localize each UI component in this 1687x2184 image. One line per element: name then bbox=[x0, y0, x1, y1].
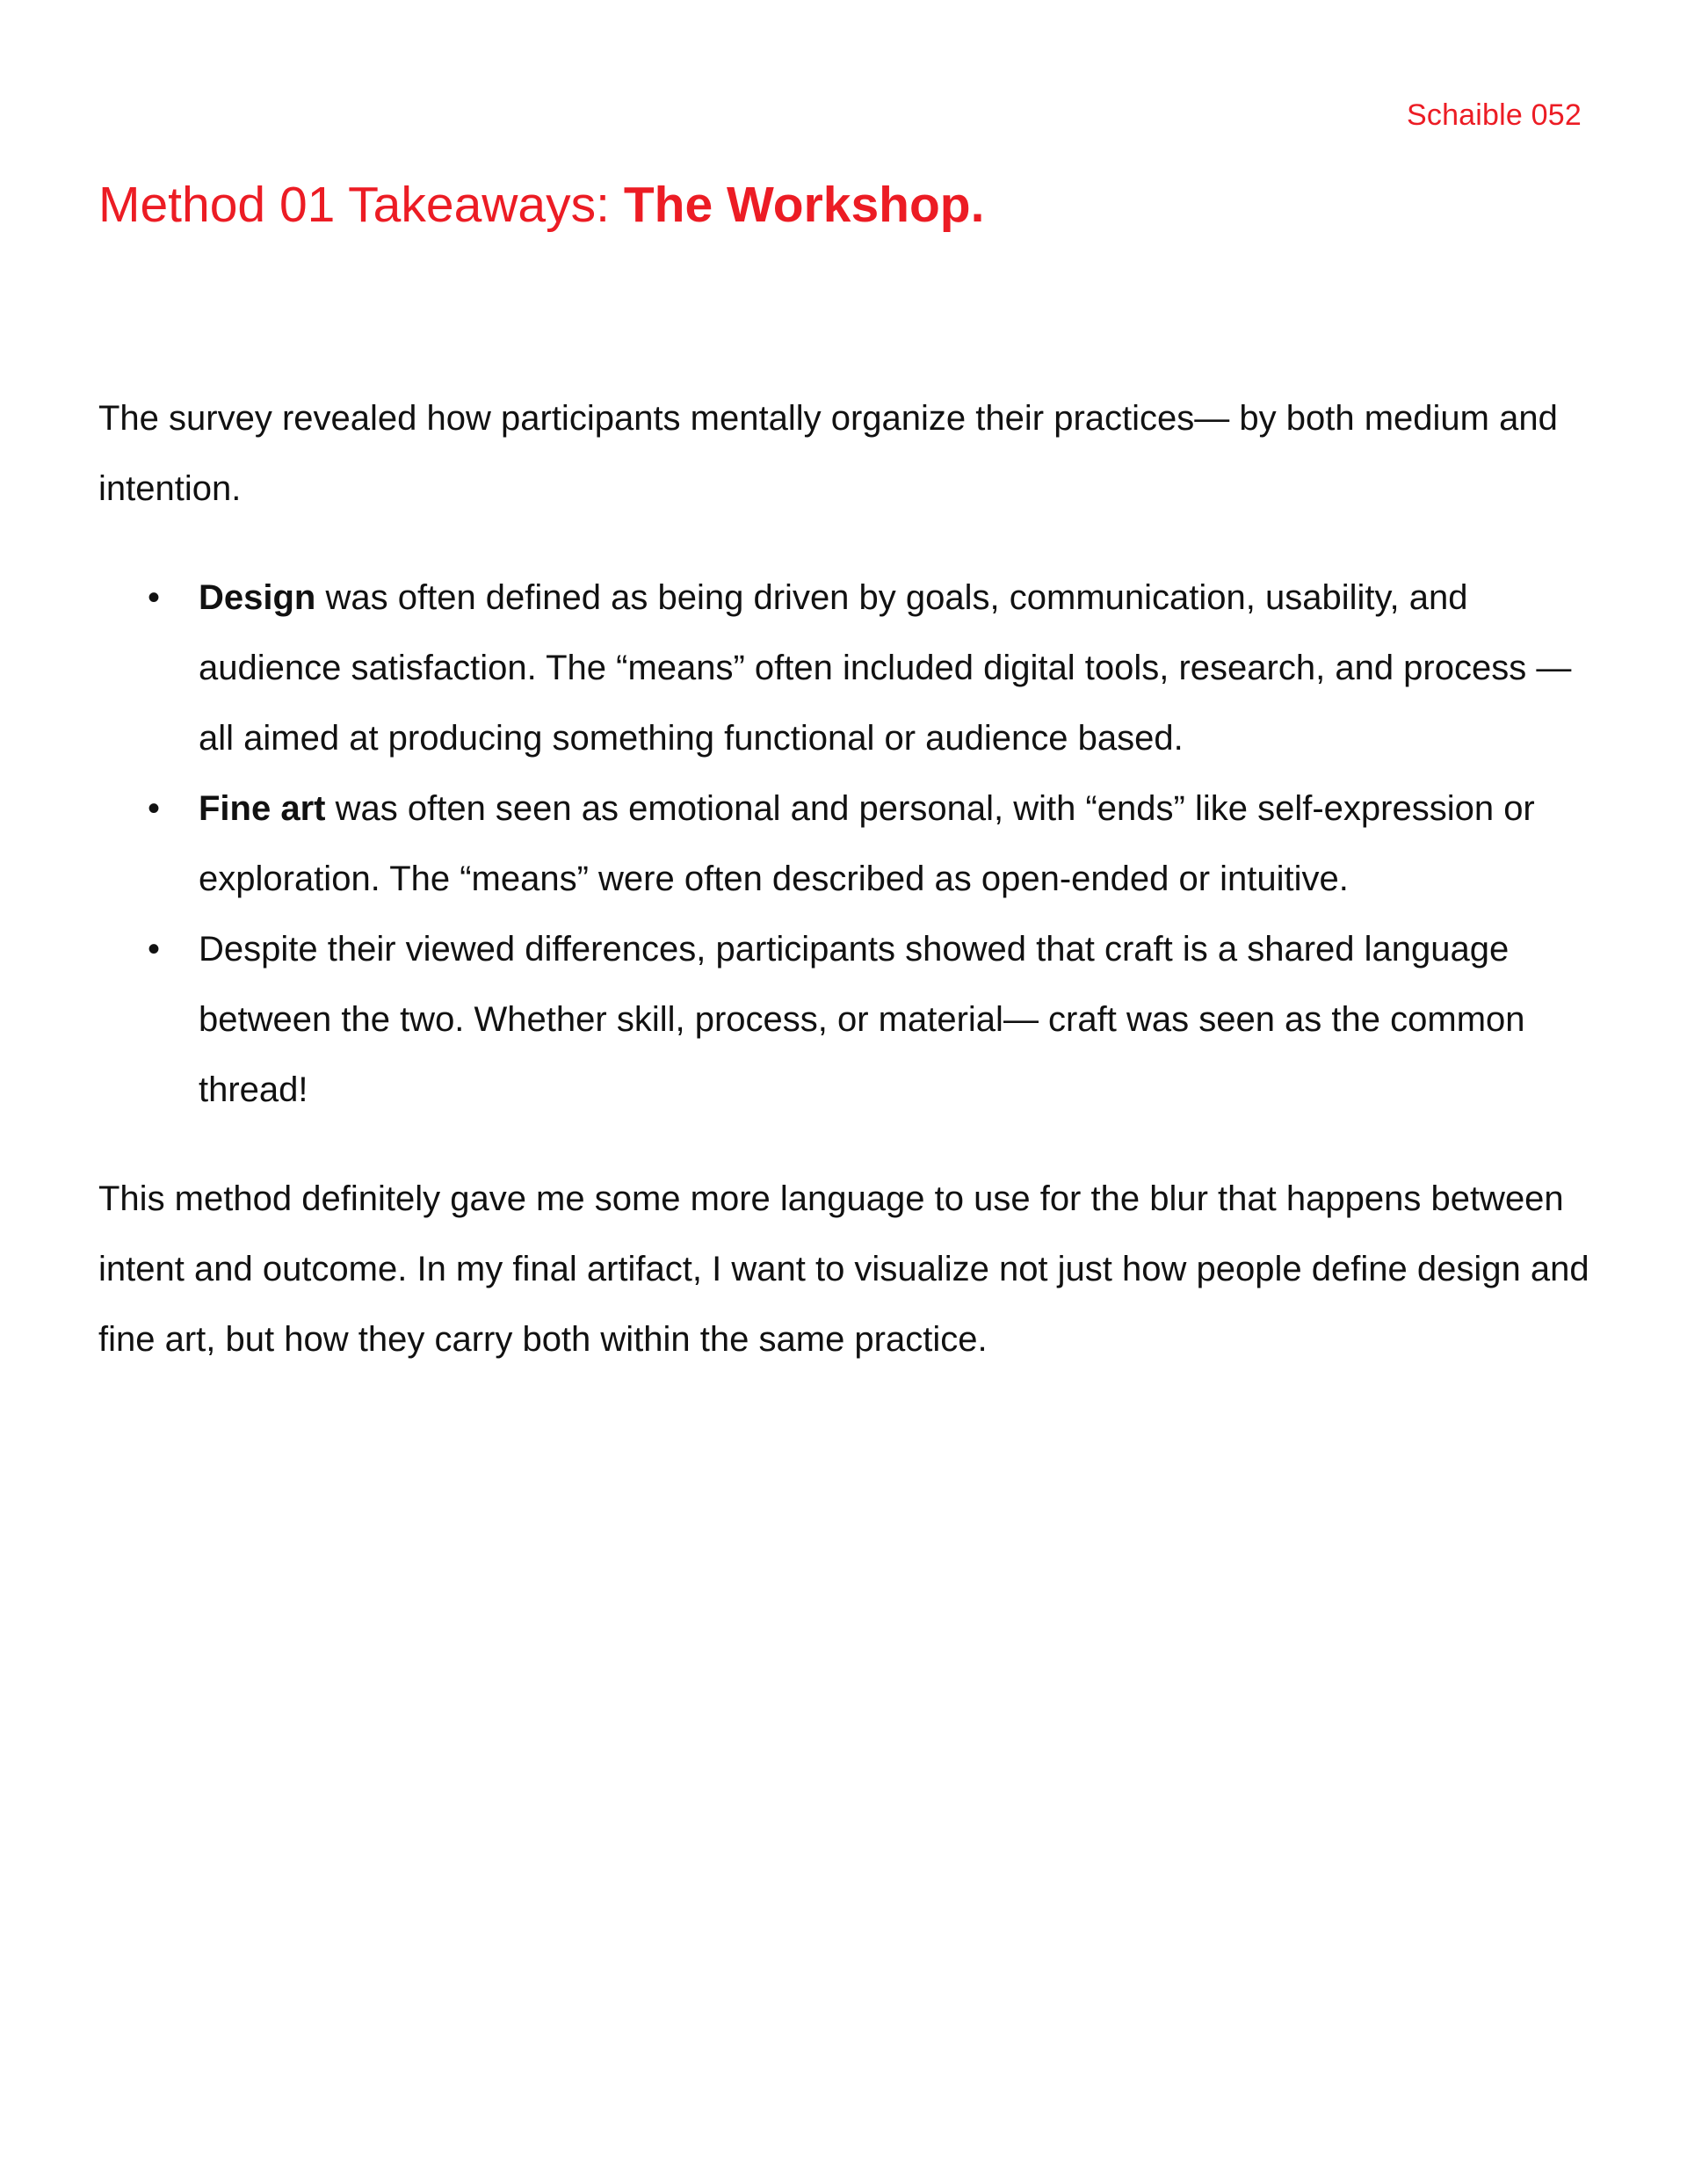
takeaway-text-design: was often defined as being driven by goals, communication, usability, and audience satisfaction. The “means” often included digital tools, research, and process — all aimed at producing something functional or audience based. bbox=[199, 578, 1572, 758]
page-title bbox=[98, 176, 984, 234]
intro-paragraph: The survey revealed how participants mentally organize their practices— by both medium and intention. bbox=[98, 399, 1558, 508]
bullet-icon: • bbox=[148, 578, 161, 617]
list-item-fine-art bbox=[148, 773, 1592, 914]
bullet-icon: • bbox=[148, 930, 161, 969]
page-header-tag: Schaible 052 bbox=[1407, 98, 1582, 132]
takeaway-text-craft: Despite their viewed differences, participants showed that craft is a shared language between the two. Whether skill, process, or material— craft was seen as the common thread! bbox=[199, 930, 1525, 1109]
list-item-design bbox=[148, 562, 1592, 773]
body-content bbox=[98, 383, 1592, 1375]
takeaway-text-fine-art: was often seen as emotional and personal, with “ends” like self-expression or exploration. The “means” were often described as open-ended or intuitive. bbox=[199, 789, 1535, 898]
term-fine-art: Fine art bbox=[199, 789, 326, 828]
takeaways-list bbox=[98, 562, 1592, 1125]
title-emphasis: The Workshop. bbox=[623, 177, 985, 233]
list-item-craft bbox=[148, 914, 1592, 1125]
conclusion-paragraph: This method definitely gave me some more language to use for the blur that happens between intent and outcome. In my final artifact, I want to visualize not just how people define design and fine art, but how they carry both within the same practice. bbox=[98, 1179, 1589, 1359]
term-design: Design bbox=[199, 578, 316, 617]
title-prefix: Method 01 Takeaways: bbox=[98, 177, 624, 233]
bullet-icon: • bbox=[148, 789, 161, 828]
